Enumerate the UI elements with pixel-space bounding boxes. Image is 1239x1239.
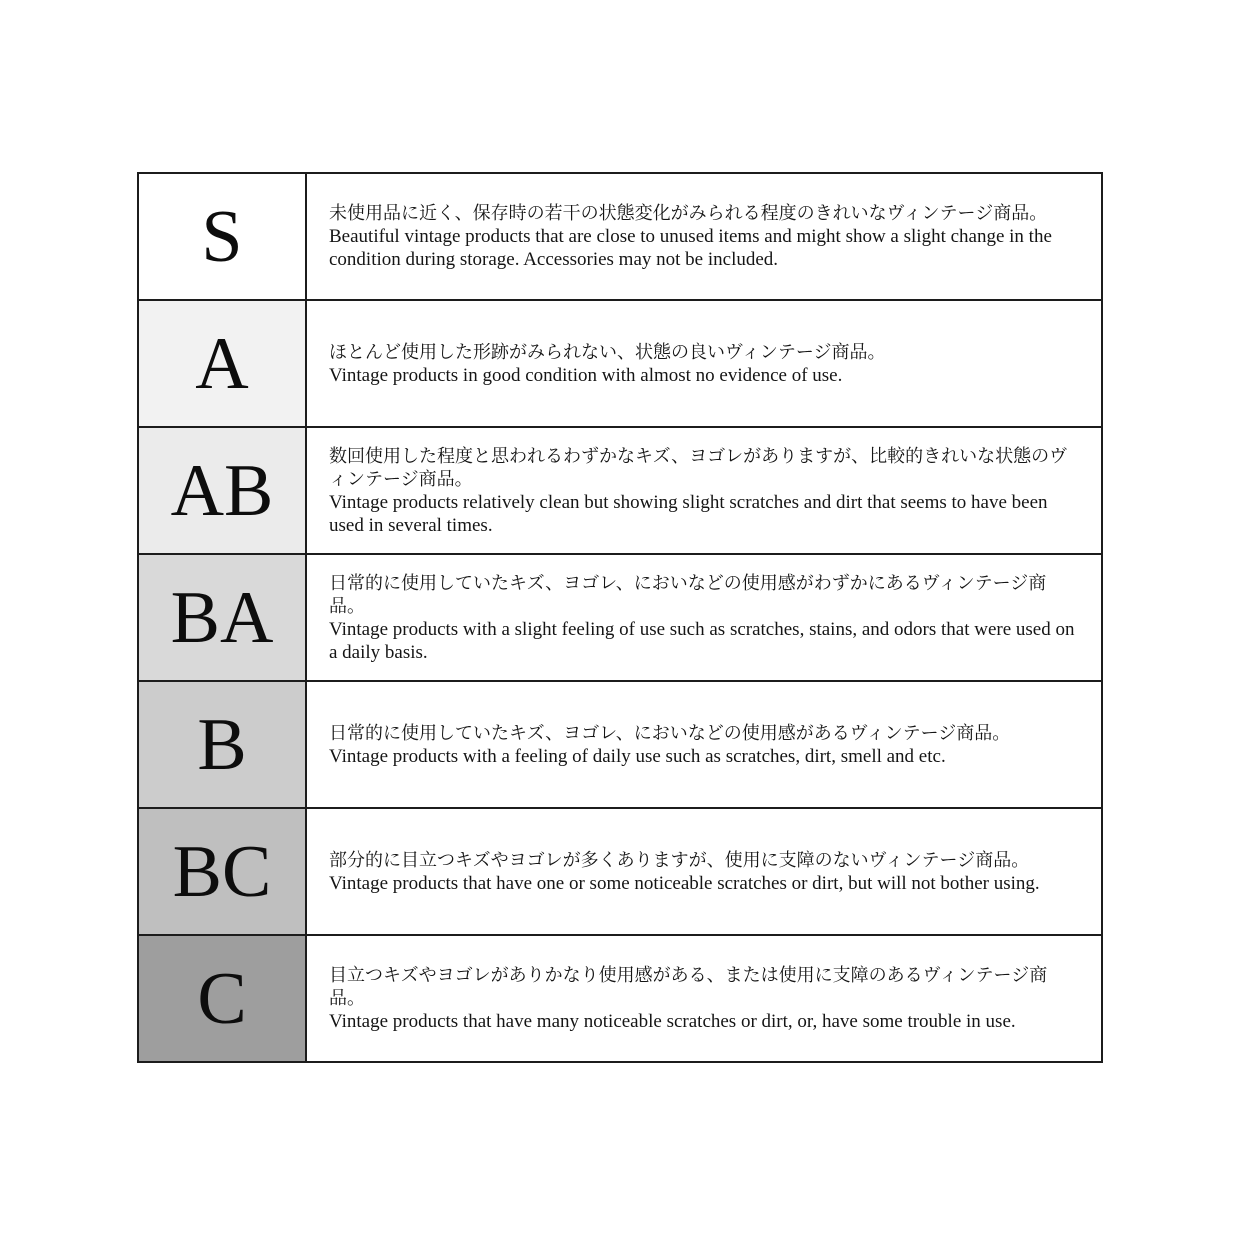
grade-label-cell <box>138 427 306 554</box>
condition-grade-table-wrap <box>137 172 1103 1060</box>
grade-description-en: Beautiful vintage products that are close to unused items and might show a slight change in the condition during storage. Accessories may not be included. <box>329 226 1052 270</box>
grade-label-cell <box>138 935 306 1062</box>
grade-row-b <box>138 681 1102 808</box>
grade-description-jp: 日常的に使用していたキズ、ヨゴレ、においなどの使用感がわずかにあるヴィンテージ商品。 <box>329 572 1047 616</box>
grade-description-jp: 目立つキズやヨゴレがありかなり使用感がある、または使用に支障のあるヴィンテージ商品。 <box>329 965 1048 1008</box>
grade-letter: S <box>201 195 243 278</box>
grade-description-en: Vintage products with a slight feeling of use such as scratches, stains, and odors that were used on a daily basis. <box>329 618 1075 663</box>
grade-label-cell <box>138 554 306 681</box>
grade-description-jp: 数回使用した程度と思われるわずかなキズ、ヨゴレがありますが、比較的きれいな状態のヴィンテージ商品。 <box>329 445 1068 489</box>
grade-label-cell <box>138 681 306 808</box>
grade-label-cell <box>138 300 306 427</box>
grade-description-cell <box>306 427 1102 554</box>
grade-row-bc <box>138 808 1102 935</box>
grade-description-en: Vintage products in good condition with almost no evidence of use. <box>329 364 843 386</box>
grade-letter: A <box>195 322 249 405</box>
grade-description-cell <box>306 173 1102 300</box>
grade-description-cell <box>306 681 1102 808</box>
grade-row-c <box>138 935 1102 1062</box>
grade-description-en: Vintage products that have many noticeable scratches or dirt, or, have some trouble in use. <box>329 1011 1016 1032</box>
grade-row-ab <box>138 427 1102 554</box>
condition-grade-table <box>137 172 1103 1063</box>
grade-row-a <box>138 300 1102 427</box>
grade-description-cell <box>306 300 1102 427</box>
grade-description-cell <box>306 935 1102 1062</box>
grade-label-cell <box>138 173 306 300</box>
grade-letter: BC <box>172 830 272 913</box>
grade-description-jp: 部分的に目立つキズやヨゴレが多くありますが、使用に支障のないヴィンテージ商品。 <box>329 849 1030 870</box>
grade-label-cell <box>138 808 306 935</box>
grade-description-cell <box>306 808 1102 935</box>
grade-description-en: Vintage products that have one or some noticeable scratches or dirt, but will not bother using. <box>329 872 1040 894</box>
grade-description-en: Vintage products relatively clean but showing slight scratches and dirt that seems to have been used in several times. <box>329 491 1048 536</box>
grade-letter: B <box>197 703 247 786</box>
grade-letter: AB <box>170 449 274 532</box>
grade-row-s <box>138 173 1102 300</box>
grade-letter: C <box>197 957 247 1040</box>
grade-description-jp: 日常的に使用していたキズ、ヨゴレ、においなどの使用感があるヴィンテージ商品。 <box>329 722 1011 743</box>
grade-description-en: Vintage products with a feeling of daily use such as scratches, dirt, smell and etc. <box>329 745 946 767</box>
grade-description-jp: ほとんど使用した形跡がみられない、状態の良いヴィンテージ商品。 <box>329 341 886 362</box>
grade-description-jp: 未使用品に近く、保存時の若干の状態変化がみられる程度のきれいなヴィンテージ商品。 <box>329 203 1048 223</box>
grade-row-ba <box>138 554 1102 681</box>
grade-description-cell <box>306 554 1102 681</box>
grade-letter: BA <box>170 576 274 659</box>
